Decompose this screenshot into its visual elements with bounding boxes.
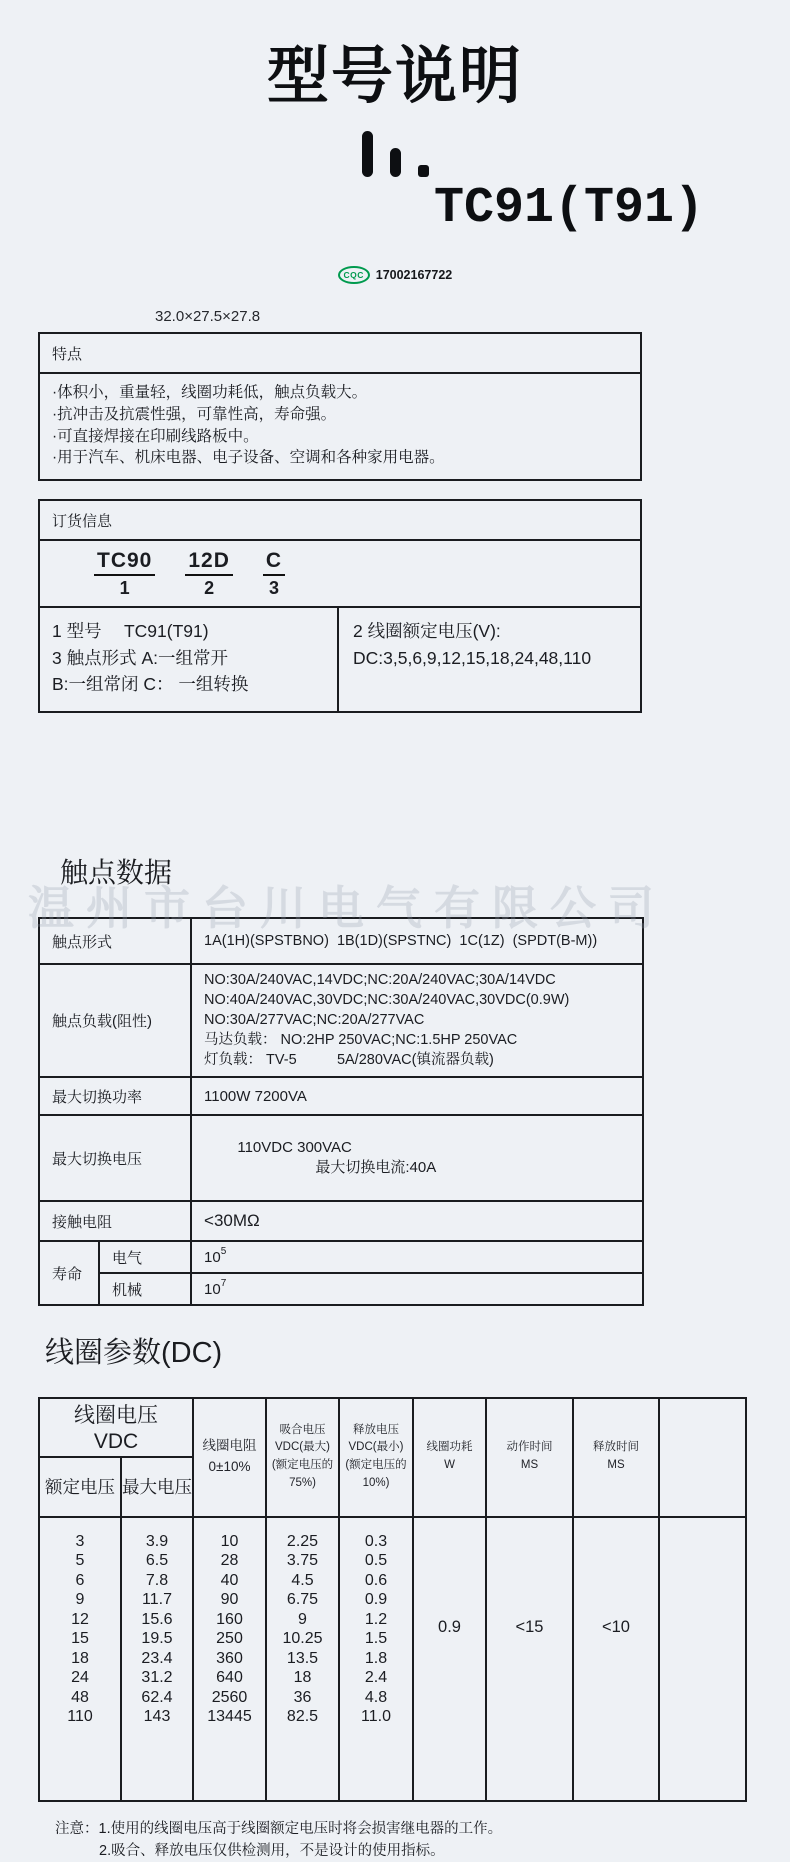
ordering-legend-right: 2 线圈额定电压(V): DC:3,5,6,9,12,15,18,24,48,110 — [353, 621, 592, 668]
coil-parameters-heading: 线圈参数(DC) — [45, 1337, 223, 1370]
features-section — [38, 332, 642, 481]
page-title: 型号说明 — [266, 42, 523, 111]
brand-logo-icon — [330, 129, 460, 177]
rated-voltage-header: 额定电压 — [39, 1457, 121, 1517]
coil-power-value: 0.9 — [413, 1517, 486, 1801]
contact-data-heading: 触点数据 — [60, 857, 173, 889]
blank-column-header — [659, 1398, 746, 1517]
cqc-mark-icon: CQC — [338, 266, 370, 284]
row-label: 触点负载(阻性) — [39, 964, 191, 1077]
ordering-legend-left: 1 型号 TC91(T91) 3 触点形式 A:一组常开 B:一组常闭 C： 一组转换 — [40, 608, 339, 711]
life-base: 10 — [204, 1281, 221, 1299]
coil-resistance-header: 线圈电阻 0±10% — [193, 1398, 266, 1517]
rated-voltage-values: 3 5 6 9 12 15 18 24 48 110 — [39, 1517, 121, 1801]
code-part-3 — [263, 549, 285, 599]
row-value: <30MΩ — [191, 1201, 643, 1241]
ordering-code-breakdown — [40, 541, 640, 608]
row-value: NO:30A/240VAC,14VDC;NC:20A/240VAC;30A/14VDC NO:40A/240VAC,30VDC;NC:30A/240VAC,30VDC(0.9W) NO:30A/277VAC;NC:20A/277VAC 马达负载： NO:2HP 250VAC;NC:1.5HP 250VAC 灯负载： TV-5 5A/280VAC(镇流器负载) — [191, 964, 643, 1077]
logo-bar-short — [390, 148, 401, 177]
logo-dot — [418, 165, 429, 177]
pickup-voltage-header: 吸合电压 VDC(最大) (额定电压的75%) — [266, 1398, 339, 1517]
product-dimensions: 32.0×27.5×27.8 — [155, 308, 261, 326]
max-voltage-value: 110VDC 300VAC — [237, 1139, 352, 1157]
certification-row — [0, 266, 790, 284]
coil-voltage-group-line2: VDC — [93, 1430, 139, 1454]
features-list: ·体积小，重量轻，线圈功耗低，触点负载大。 ·抗冲击及抗震性强，可靠性高，寿命强。 ·可直接焊接在印刷线路板中。 ·用于汽车、机床电器、电子设备、空调和各种家用电器。 — [52, 384, 445, 467]
usage-notes — [55, 1818, 790, 1862]
table-row-life-mechanical — [39, 1273, 643, 1305]
life-value — [191, 1241, 643, 1273]
coil-data-row — [39, 1517, 746, 1801]
code-part-2 — [185, 549, 233, 599]
life-exponent: 5 — [220, 1246, 227, 1258]
dropout-voltage-values: 0.3 0.5 0.6 0.9 1.2 1.5 1.8 2.4 4.8 11.0 — [339, 1517, 413, 1801]
note-line-1: 注意：1.使用的线圈电压高于线圈额定电压时将会损害继电器的工作。 — [55, 1820, 503, 1837]
life-base: 10 — [204, 1249, 221, 1267]
code-index: 3 — [268, 578, 279, 599]
coil-header-row-top — [39, 1398, 746, 1457]
ordering-title: 订货信息 — [40, 501, 640, 541]
life-label: 寿命 — [39, 1241, 99, 1305]
code-segment: C — [263, 549, 285, 576]
code-segment: TC90 — [94, 549, 155, 576]
pickup-voltage-values: 2.25 3.75 4.5 6.75 9 10.25 13.5 18 36 82.5 — [266, 1517, 339, 1801]
table-row-max-power — [39, 1077, 643, 1115]
max-voltage-values: 3.9 6.5 7.8 11.7 15.6 19.5 23.4 31.2 62.4 143 — [121, 1517, 193, 1801]
ordering-legend — [40, 608, 640, 711]
logo-bar-tall — [362, 131, 373, 177]
table-row-life-electrical — [39, 1241, 643, 1273]
row-value — [191, 1115, 643, 1201]
table-row-contact-resistance — [39, 1201, 643, 1241]
row-value: 1A(1H)(SPSTBNO) 1B(1D)(SPSTNC) 1C(1Z) (SPDT(B-M)) — [191, 918, 643, 964]
dropout-voltage-header: 释放电压 VDC(最小) (额定电压的10%) — [339, 1398, 413, 1517]
row-value: 1100W 7200VA — [191, 1077, 643, 1115]
contact-data-table — [38, 917, 644, 1306]
release-time-value: <10 — [573, 1517, 659, 1801]
note-line-2: 2.吸合、释放电压仅供检测用，不是设计的使用指标。 — [99, 1843, 445, 1859]
code-index: 1 — [119, 578, 130, 599]
max-voltage-header: 最大电压 — [121, 1457, 193, 1517]
features-title: 特点 — [40, 334, 640, 374]
ordering-section — [38, 499, 642, 713]
blank-column-cell — [659, 1517, 746, 1801]
row-label: 触点形式 — [39, 918, 191, 964]
company-watermark: 温州市台川电气有限公司 — [28, 882, 666, 934]
life-sub-label: 电气 — [99, 1241, 191, 1273]
coil-parameters-table — [38, 1397, 747, 1802]
coil-voltage-group-header — [39, 1398, 193, 1457]
life-sub-label: 机械 — [99, 1273, 191, 1305]
code-index: 2 — [204, 578, 215, 599]
row-label: 最大切换电压 — [39, 1115, 191, 1201]
table-row-contact-form — [39, 918, 643, 964]
table-row-max-voltage — [39, 1115, 643, 1201]
row-label: 最大切换功率 — [39, 1077, 191, 1115]
coil-power-header: 线圈功耗 W — [413, 1398, 486, 1517]
operate-time-header: 动作时间 MS — [486, 1398, 573, 1517]
life-value — [191, 1273, 643, 1305]
row-label: 接触电阻 — [39, 1201, 191, 1241]
max-current-value: 最大切换电流:40A — [315, 1159, 437, 1177]
release-time-header: 释放时间 MS — [573, 1398, 659, 1517]
coil-voltage-group-line1: 线圈电压 — [74, 1404, 158, 1428]
coil-resistance-values: 10 28 40 90 160 250 360 640 2560 13445 — [193, 1517, 266, 1801]
operate-time-value: <15 — [486, 1517, 573, 1801]
code-segment: 12D — [185, 549, 233, 576]
life-exponent: 7 — [220, 1278, 227, 1290]
cqc-certificate-number: 17002167722 — [375, 268, 453, 283]
table-row-contact-load — [39, 964, 643, 1077]
model-number: TC91(T91) — [433, 180, 704, 238]
code-part-1 — [94, 549, 155, 599]
